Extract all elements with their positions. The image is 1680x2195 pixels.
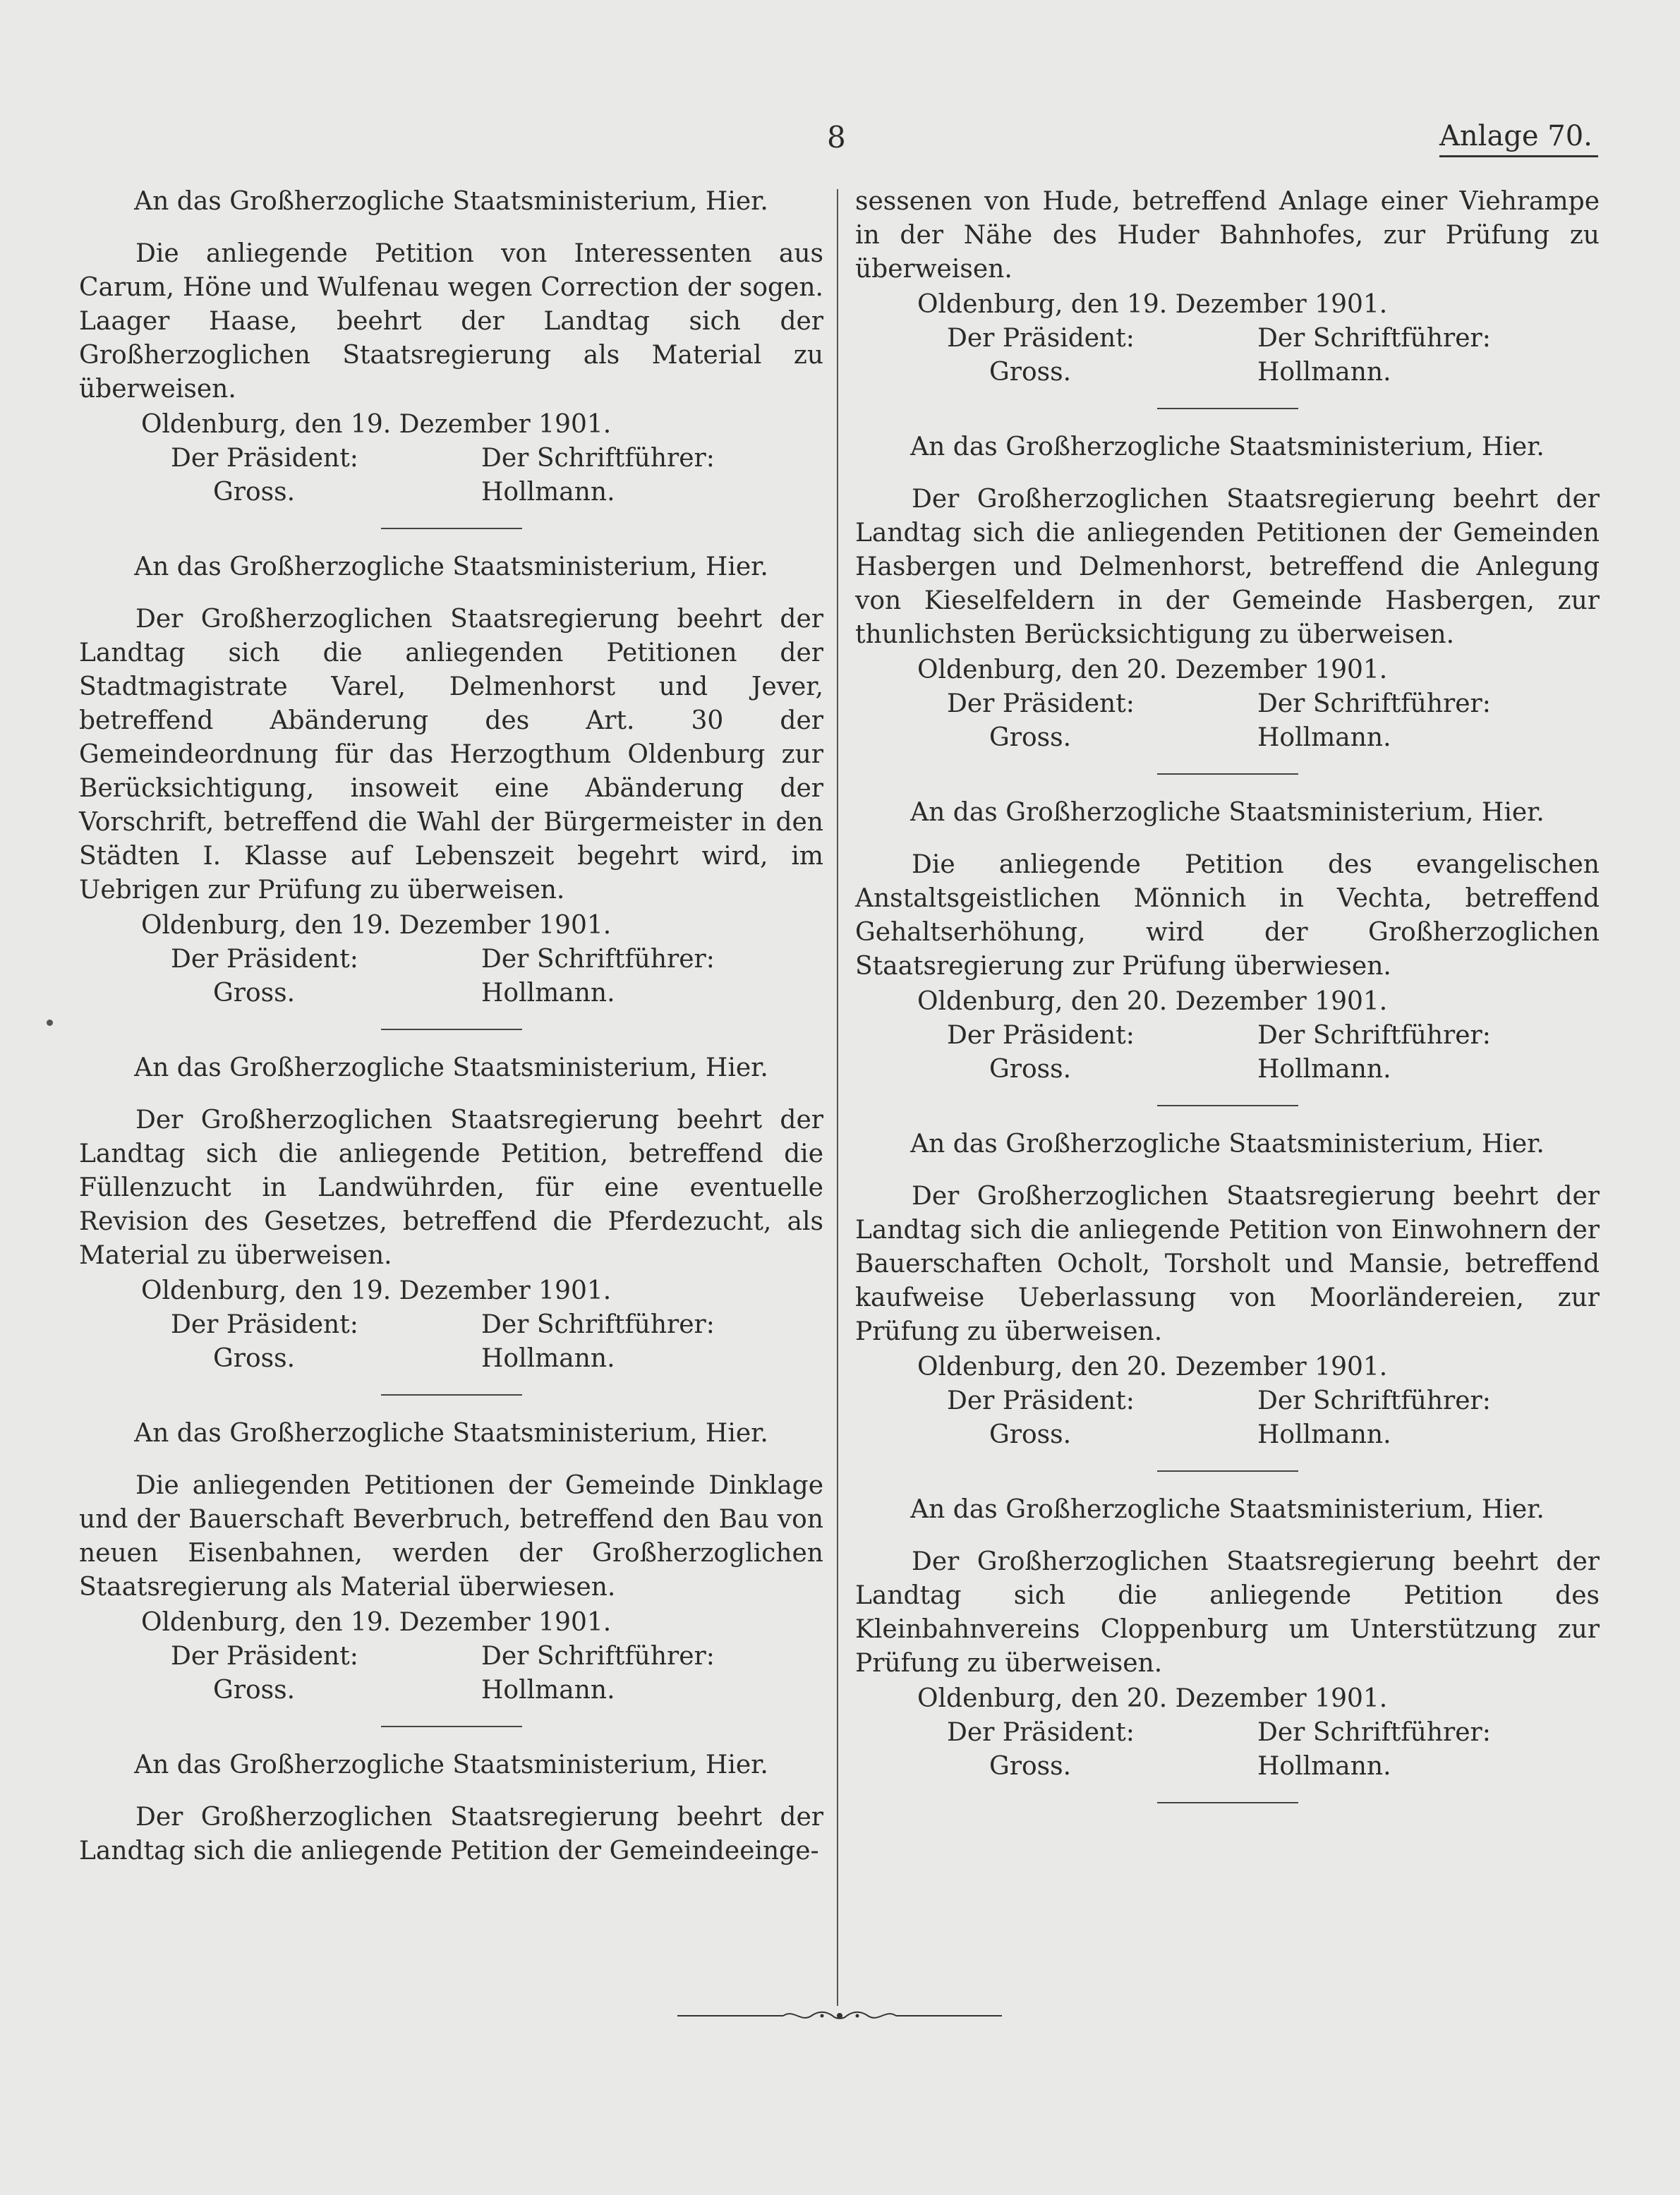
praesident-label: Der Präsident: bbox=[947, 1021, 1135, 1050]
schriftfuehrer-label: Der Schriftführer: bbox=[1257, 1386, 1491, 1415]
entry-date: Oldenburg, den 19. Dezember 1901. bbox=[141, 1608, 612, 1637]
separator-line bbox=[1157, 773, 1298, 775]
petition-entry bbox=[855, 430, 1600, 775]
praesident-label: Der Präsident: bbox=[171, 1310, 358, 1339]
entry-date: Oldenburg, den 20. Dezember 1901. bbox=[917, 1353, 1388, 1381]
signature-labels bbox=[171, 943, 823, 976]
signature-names bbox=[947, 721, 1600, 755]
schriftfuehrer-name: Hollmann. bbox=[481, 478, 615, 507]
schriftfuehrer-name: Hollmann. bbox=[1257, 1752, 1391, 1781]
petition-entry bbox=[79, 1417, 823, 1727]
entry-address: An das Großherzogliche Staatsministerium, Hier. bbox=[910, 1495, 1545, 1524]
entry-address: An das Großherzogliche Staatsministerium, Hier. bbox=[910, 1130, 1545, 1159]
signature-names bbox=[947, 1053, 1600, 1087]
praesident-label: Der Präsident: bbox=[171, 945, 358, 974]
praesident-name: Gross. bbox=[989, 358, 1072, 387]
schriftfuehrer-label: Der Schriftführer: bbox=[1257, 689, 1491, 718]
entry-body: Der Großherzoglichen Staatsregierung beehrt der Landtag sich die anliegende Petition der Gemeindeeinge- bbox=[79, 1803, 823, 1866]
signature-labels bbox=[947, 1716, 1600, 1750]
signature-names bbox=[171, 1674, 823, 1707]
praesident-label: Der Präsident: bbox=[171, 1642, 358, 1671]
petition-entry bbox=[855, 1127, 1600, 1472]
entry-body: Der Großherzoglichen Staatsregierung beehrt der Landtag sich die anliegende Petition, betreffend die Füllenzucht in Landwührden, für eine eventuelle Revision des Gesetzes, betreffend die Pferdezucht, als Material zu überweisen. bbox=[79, 1106, 823, 1270]
praesident-label: Der Präsident: bbox=[947, 689, 1135, 718]
signature-labels bbox=[171, 1308, 823, 1342]
separator-line bbox=[1157, 1470, 1298, 1472]
entry-address: An das Großherzogliche Staatsministerium, Hier. bbox=[910, 798, 1545, 827]
entry-date: Oldenburg, den 19. Dezember 1901. bbox=[141, 911, 612, 940]
signature-labels bbox=[947, 1384, 1600, 1418]
column-divider bbox=[837, 189, 838, 2006]
praesident-name: Gross. bbox=[989, 1055, 1072, 1084]
entry-address: An das Großherzogliche Staatsministerium, Hier. bbox=[134, 1053, 768, 1082]
signature-names bbox=[171, 476, 823, 509]
separator-line bbox=[1157, 1105, 1298, 1106]
separator-line bbox=[1157, 1802, 1298, 1803]
entry-address: An das Großherzogliche Staatsministerium, Hier. bbox=[910, 433, 1545, 461]
entry-address: An das Großherzogliche Staatsministerium, Hier. bbox=[134, 1419, 768, 1448]
ornament-divider bbox=[677, 2005, 1002, 2026]
entry-date: Oldenburg, den 20. Dezember 1901. bbox=[917, 987, 1388, 1016]
schriftfuehrer-label: Der Schriftführer: bbox=[481, 1310, 715, 1339]
petition-entry bbox=[79, 550, 823, 1030]
separator-line bbox=[381, 1726, 522, 1727]
signature-labels bbox=[947, 322, 1600, 356]
entry-date: Oldenburg, den 19. Dezember 1901. bbox=[917, 290, 1388, 319]
signature-names bbox=[171, 1342, 823, 1376]
signature-labels bbox=[171, 442, 823, 476]
schriftfuehrer-label: Der Schriftführer: bbox=[1257, 1021, 1491, 1050]
praesident-name: Gross. bbox=[213, 478, 296, 507]
schriftfuehrer-name: Hollmann. bbox=[481, 1676, 615, 1705]
petition-entry-continued bbox=[855, 185, 1600, 409]
praesident-label: Der Präsident: bbox=[947, 324, 1135, 353]
ink-speck bbox=[47, 1020, 53, 1026]
entry-date: Oldenburg, den 20. Dezember 1901. bbox=[917, 655, 1388, 684]
petition-entry bbox=[79, 1748, 823, 1868]
signature-labels bbox=[947, 1019, 1600, 1053]
signature-labels bbox=[947, 687, 1600, 721]
entry-address: An das Großherzogliche Staatsministerium, Hier. bbox=[134, 552, 768, 581]
schriftfuehrer-name: Hollmann. bbox=[1257, 1420, 1391, 1449]
entry-body: Der Großherzoglichen Staatsregierung beehrt der Landtag sich die anliegende Petition von Einwohnern der Bauerschaften Ocholt, Torsholt und Mansie, betreffend kaufweise Ueberlassung von Moorländereien, zur Prüfung zu überweisen. bbox=[855, 1182, 1600, 1346]
separator-line bbox=[381, 528, 522, 529]
left-column bbox=[79, 185, 823, 1868]
praesident-label: Der Präsident: bbox=[947, 1718, 1135, 1747]
praesident-label: Der Präsident: bbox=[171, 444, 358, 473]
separator-line bbox=[381, 1394, 522, 1396]
praesident-name: Gross. bbox=[989, 1420, 1072, 1449]
signature-labels bbox=[171, 1640, 823, 1674]
schriftfuehrer-label: Der Schriftführer: bbox=[481, 444, 715, 473]
page-number: 8 bbox=[827, 120, 846, 155]
signature-names bbox=[947, 1418, 1600, 1452]
entry-address: An das Großherzogliche Staatsministerium, Hier. bbox=[134, 187, 768, 216]
petition-entry bbox=[855, 796, 1600, 1106]
praesident-name: Gross. bbox=[989, 723, 1072, 752]
praesident-label: Der Präsident: bbox=[947, 1386, 1135, 1415]
praesident-name: Gross. bbox=[989, 1752, 1072, 1781]
schriftfuehrer-name: Hollmann. bbox=[481, 1344, 615, 1373]
entry-body: Die anliegende Petition von Interessenten aus Carum, Höne und Wulfenau wegen Correction der sogen. Laager Haase, beehrt der Landtag sich der Großherzoglichen Staatsregierung als Material zu überweisen. bbox=[79, 239, 823, 404]
entry-body: sessenen von Hude, betreffend Anlage einer Viehrampe in der Nähe des Huder Bahnhofes, zur Prüfung zu überweisen. bbox=[855, 187, 1600, 284]
schriftfuehrer-name: Hollmann. bbox=[1257, 1055, 1391, 1084]
separator-line bbox=[381, 1029, 522, 1030]
entry-body: Der Großherzoglichen Staatsregierung beehrt der Landtag sich die anliegenden Petitionen der Stadtmagistrate Varel, Delmenhorst und Jever, betreffend Abänderung des Art. 30 der Gemeindeordnung für das Herzogthum Oldenburg zur Berücksichtigung, insoweit eine Abänderung der Vorschrift, betreffend die Wahl der Bürgermeister in den Städten I. Klasse auf Lebenszeit begehrt wird, im Uebrigen zur Prüfung zu überweisen. bbox=[79, 605, 823, 905]
schriftfuehrer-name: Hollmann. bbox=[1257, 358, 1391, 387]
schriftfuehrer-name: Hollmann. bbox=[1257, 723, 1391, 752]
petition-entry bbox=[855, 1493, 1600, 1803]
entry-date: Oldenburg, den 19. Dezember 1901. bbox=[141, 410, 612, 439]
signature-names bbox=[947, 1750, 1600, 1784]
entry-body: Die anliegenden Petitionen der Gemeinde Dinklage und der Bauerschaft Beverbruch, betreffend den Bau von neuen Eisenbahnen, werden der Großherzoglichen Staatsregierung als Material überwiesen. bbox=[79, 1471, 823, 1602]
petition-entry bbox=[79, 185, 823, 529]
schriftfuehrer-label: Der Schriftführer: bbox=[481, 945, 715, 974]
praesident-name: Gross. bbox=[213, 979, 296, 1008]
entry-date: Oldenburg, den 19. Dezember 1901. bbox=[141, 1276, 612, 1305]
signature-names bbox=[171, 976, 823, 1010]
schriftfuehrer-name: Hollmann. bbox=[481, 979, 615, 1008]
separator-line bbox=[1157, 408, 1298, 409]
praesident-name: Gross. bbox=[213, 1344, 296, 1373]
entry-body: Der Großherzoglichen Staatsregierung beehrt der Landtag sich die anliegenden Petitionen der Gemeinden Hasbergen und Delmenhorst, betreffend die Anlegung von Kieselfeldern in der Gemeinde Hasbergen, zur thunlichsten Berücksichtigung zu überweisen. bbox=[855, 485, 1600, 649]
anlage-label: Anlage 70. bbox=[1439, 120, 1598, 157]
entry-address: An das Großherzogliche Staatsministerium, Hier. bbox=[134, 1750, 768, 1779]
schriftfuehrer-label: Der Schriftführer: bbox=[1257, 324, 1491, 353]
schriftfuehrer-label: Der Schriftführer: bbox=[481, 1642, 715, 1671]
right-column bbox=[855, 185, 1600, 1825]
petition-entry bbox=[79, 1051, 823, 1396]
signature-names bbox=[947, 356, 1600, 389]
entry-body: Der Großherzoglichen Staatsregierung beehrt der Landtag sich die anliegende Petition des Kleinbahnvereins Cloppenburg um Unterstützung zur Prüfung zu überweisen. bbox=[855, 1547, 1600, 1678]
schriftfuehrer-label: Der Schriftführer: bbox=[1257, 1718, 1491, 1747]
entry-body: Die anliegende Petition des evangelischen Anstaltsgeistlichen Mönnich in Vechta, betreffend Gehaltserhöhung, wird der Großherzoglichen Staatsregierung zur Prüfung überwiesen. bbox=[855, 850, 1600, 981]
praesident-name: Gross. bbox=[213, 1676, 296, 1705]
entry-date: Oldenburg, den 20. Dezember 1901. bbox=[917, 1684, 1388, 1713]
